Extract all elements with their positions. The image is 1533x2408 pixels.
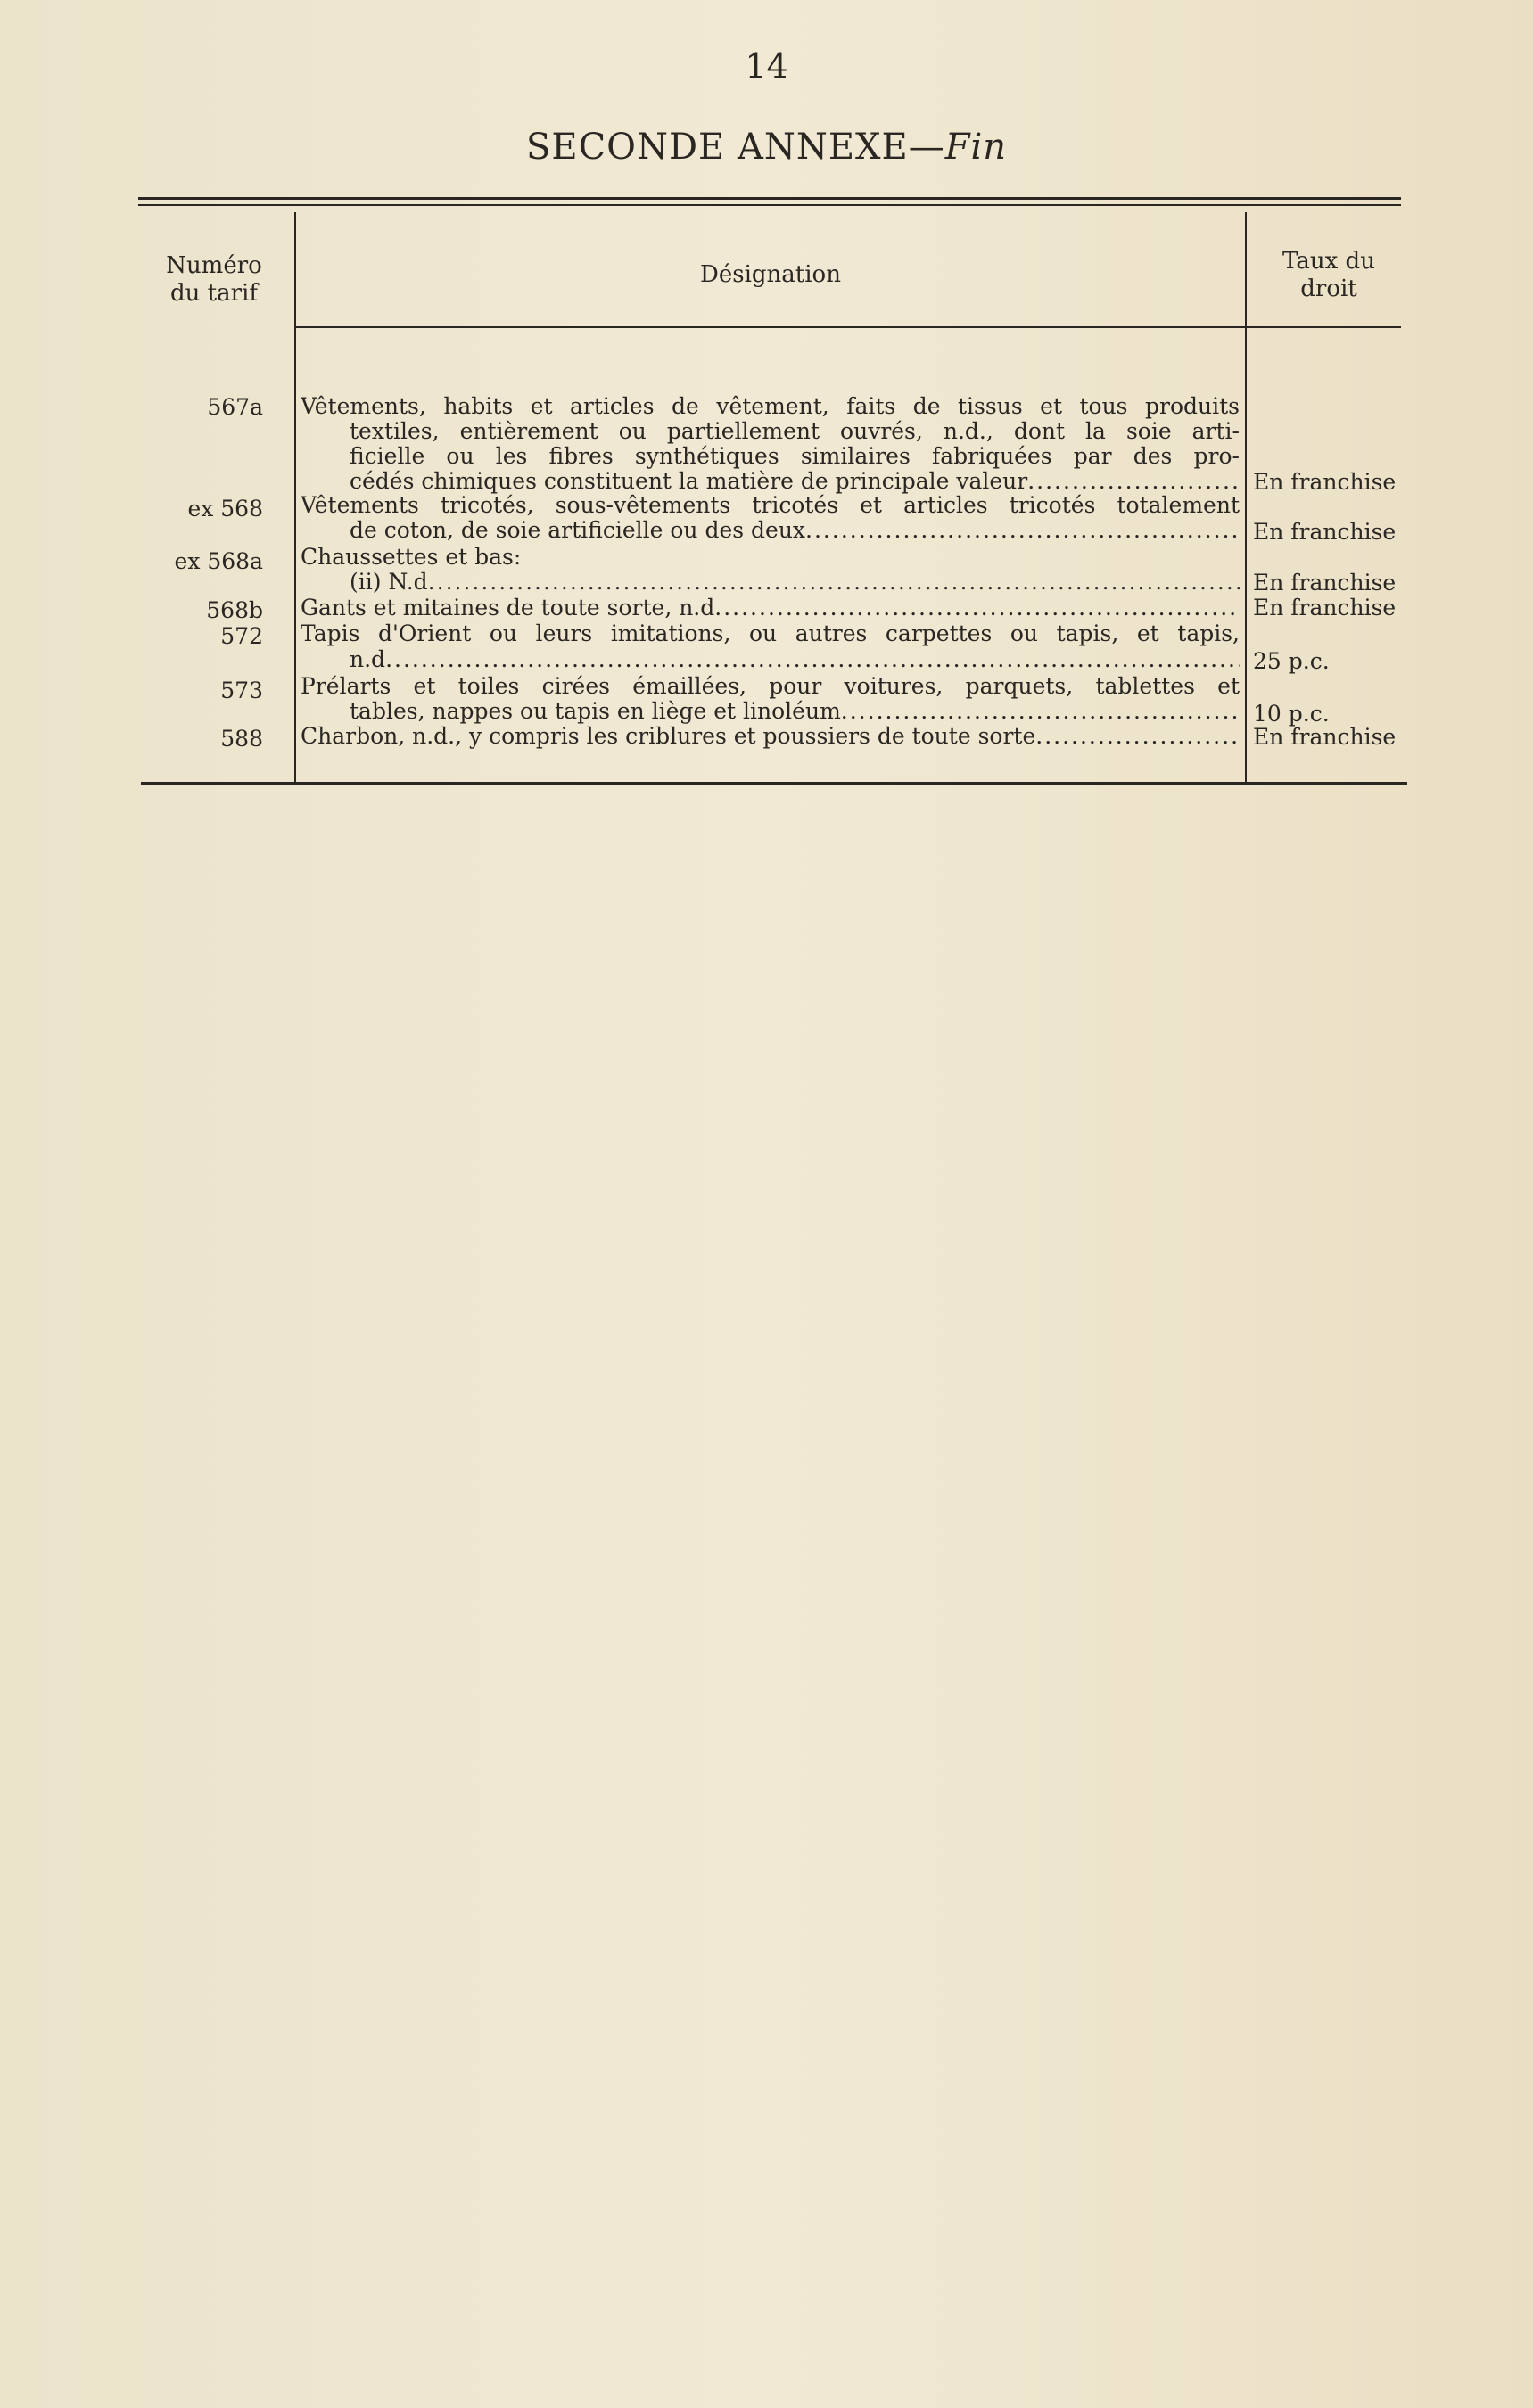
top-rule-2 xyxy=(138,204,1401,206)
duty-rate: En franchise xyxy=(1253,595,1397,620)
designation-line xyxy=(350,570,1240,595)
designation-line: Vêtements tricotés, sous-vêtements tricotés et articles tricotés totalement xyxy=(301,493,1240,518)
dot-leader xyxy=(714,596,1240,620)
duty-rate: En franchise xyxy=(1253,724,1397,750)
designation-text: n.d xyxy=(350,647,386,672)
header-rate-line1: Taux du xyxy=(1282,248,1375,275)
tariff-number: 568b xyxy=(206,597,263,623)
column-divider-left xyxy=(294,212,296,783)
duty-rate: En franchise xyxy=(1253,469,1397,495)
header-designation xyxy=(299,261,1242,289)
designation-line: Prélarts et toiles cirées émaillées, pour voitures, parquets, tablettes et xyxy=(301,674,1240,699)
dot-leader xyxy=(428,570,1240,595)
duty-rate: 25 p.c. xyxy=(1253,648,1330,674)
title-main: SECONDE ANNEXE xyxy=(525,127,909,168)
tariff-number: 572 xyxy=(220,623,263,649)
designation-text: Gants et mitaines de toute sorte, n.d xyxy=(301,596,715,620)
dot-leader xyxy=(1027,469,1240,494)
designation-line xyxy=(350,647,1240,672)
header-rule-rate xyxy=(1245,326,1401,328)
tariff-number: ex 568a xyxy=(174,548,263,574)
tariff-number: 588 xyxy=(220,726,263,752)
designation-line: Vêtements, habits et articles de vêtement, faits de tissus et tous produits xyxy=(301,394,1240,419)
duty-rate: 10 p.c. xyxy=(1253,701,1330,727)
designation-line: ficielle ou les fibres synthétiques similaires fabriquées par des pro- xyxy=(350,444,1240,469)
duty-rate: En franchise xyxy=(1253,519,1397,545)
page-number: 14 xyxy=(745,46,788,86)
header-designation-label: Désignation xyxy=(700,261,841,288)
designation-line xyxy=(350,469,1240,494)
duty-rate: En franchise xyxy=(1253,570,1397,596)
top-rule-1 xyxy=(138,197,1401,200)
designation-line: textiles, entièrement ou partiellement ouvrés, n.d., dont la soie arti- xyxy=(350,419,1240,444)
header-tariff-line2: du tarif xyxy=(170,280,258,307)
designation-text: tables, nappes ou tapis en liège et linoléum xyxy=(350,699,841,724)
designation-line: Chaussettes et bas: xyxy=(301,545,522,570)
header-tariff xyxy=(147,252,281,308)
header-rate-line2: droit xyxy=(1300,275,1357,302)
designation-line xyxy=(350,518,1240,543)
dot-leader xyxy=(1035,724,1240,749)
page-title: SECONDE ANNEXE—Fin xyxy=(525,127,1008,168)
designation-text: cédés chimiques constituent la matière de principale valeur xyxy=(350,469,1028,494)
designation-text: (ii) N.d xyxy=(350,570,428,595)
bottom-rule xyxy=(141,782,1407,785)
dot-leader xyxy=(841,699,1240,724)
column-divider-right xyxy=(1245,212,1247,783)
header-tariff-line1: Numéro xyxy=(166,252,262,279)
tariff-number: 567a xyxy=(207,394,263,420)
tariff-number: 573 xyxy=(220,678,263,703)
dot-leader xyxy=(805,518,1240,543)
tariff-number: ex 568 xyxy=(187,496,263,522)
title-suffix: Fin xyxy=(944,127,1008,168)
designation-text: Charbon, n.d., y compris les criblures et poussiers de toute sorte xyxy=(301,724,1036,749)
header-rule-designation xyxy=(294,326,1247,328)
designation-line: Tapis d'Orient ou leurs imitations, ou autres carpettes ou tapis, et tapis, xyxy=(301,621,1240,646)
designation-line xyxy=(301,596,1240,620)
designation-line xyxy=(301,724,1240,749)
designation-line xyxy=(350,699,1240,724)
dot-leader xyxy=(385,647,1240,672)
header-rate xyxy=(1253,248,1405,303)
designation-text: de coton, de soie artificielle ou des deux xyxy=(350,518,806,543)
